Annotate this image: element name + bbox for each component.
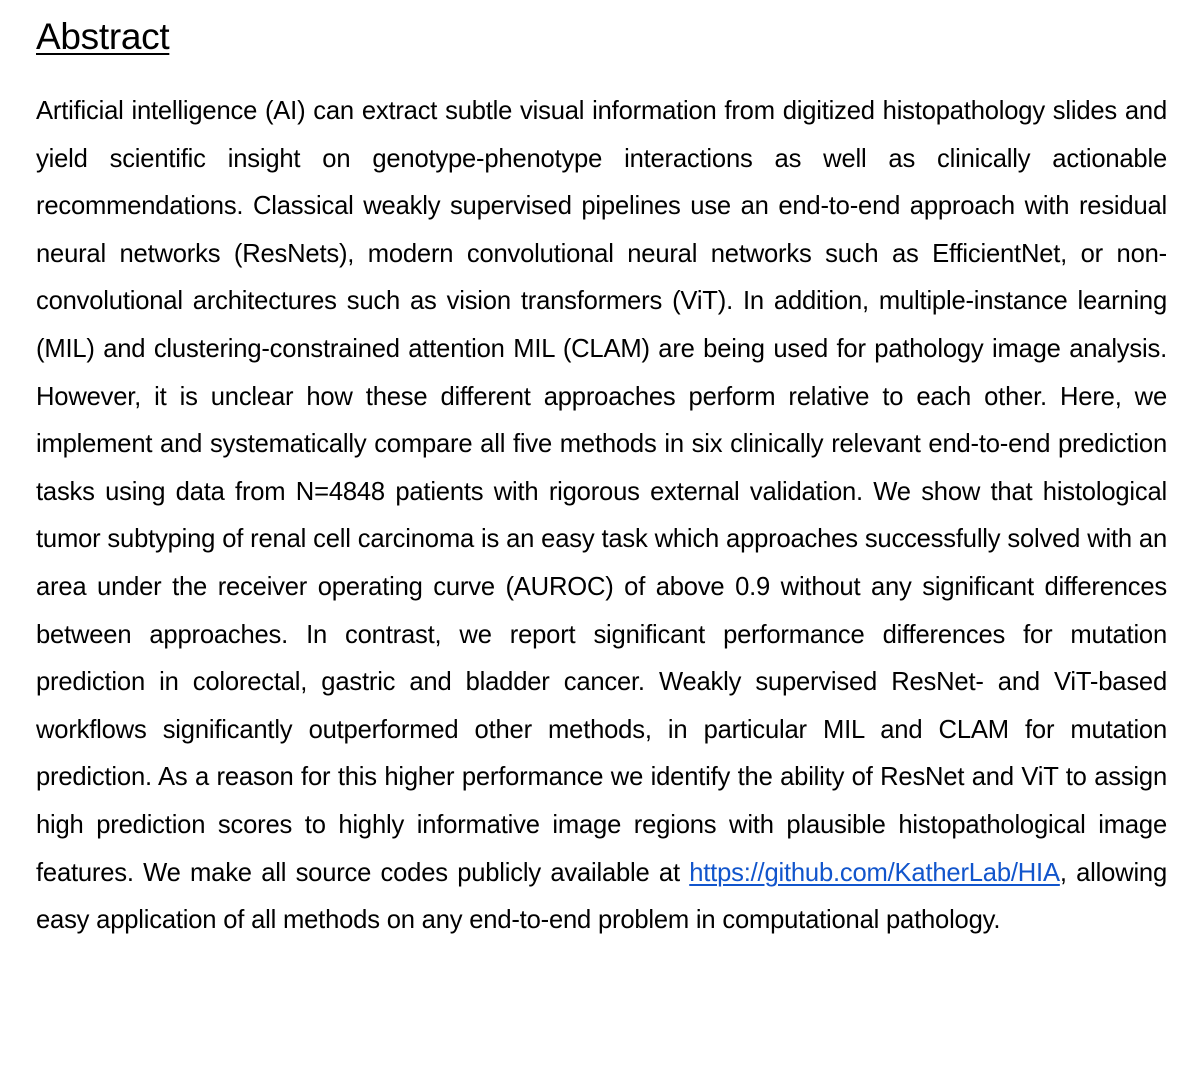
abstract-section <box>36 14 1167 945</box>
abstract-paragraph <box>36 88 1167 945</box>
abstract-text-before-link: Artificial intelligence (AI) can extract subtle visual information from digitized histopathology slides and yield scientific insight on genotype-phenotype interactions as well as clinically actionable recommendations. Classical weakly supervised pipelines use an end-to-end approach with residual neural networks (ResNets), modern convolutional neural networks such as EfficientNet, or non-convolutional architectures such as vision transformers (ViT). In addition, multiple-instance learning (MIL) and clustering-constrained attention MIL (CLAM) are being used for pathology image analysis. However, it is unclear how these different approaches perform relative to each other. Here, we implement and systematically compare all five methods in six clinically relevant end-to-end prediction tasks using data from N=4848 patients with rigorous external validation. We show that histological tumor subtyping of renal cell carcinoma is an easy task which approaches successfully solved with an area under the receiver operating curve (AUROC) of above 0.9 without any significant differences between approaches. In contrast, we report significant performance differences for mutation prediction in colorectal, gastric and bladder cancer. Weakly supervised ResNet- and ViT-based workflows significantly outperformed other methods, in particular MIL and CLAM for mutation prediction. As a reason for this higher performance we identify the ability of ResNet and ViT to assign high prediction scores to highly informative image regions with plausible histopathological image features. We make all source codes publicly available at <box>36 97 1167 887</box>
abstract-heading: Abstract <box>36 16 170 57</box>
abstract-text-after-link: , allowing easy application of all methods on any end-to-end problem in computational pathology. <box>36 858 1167 935</box>
github-link[interactable]: https://github.com/KatherLab/HIA <box>689 858 1060 887</box>
